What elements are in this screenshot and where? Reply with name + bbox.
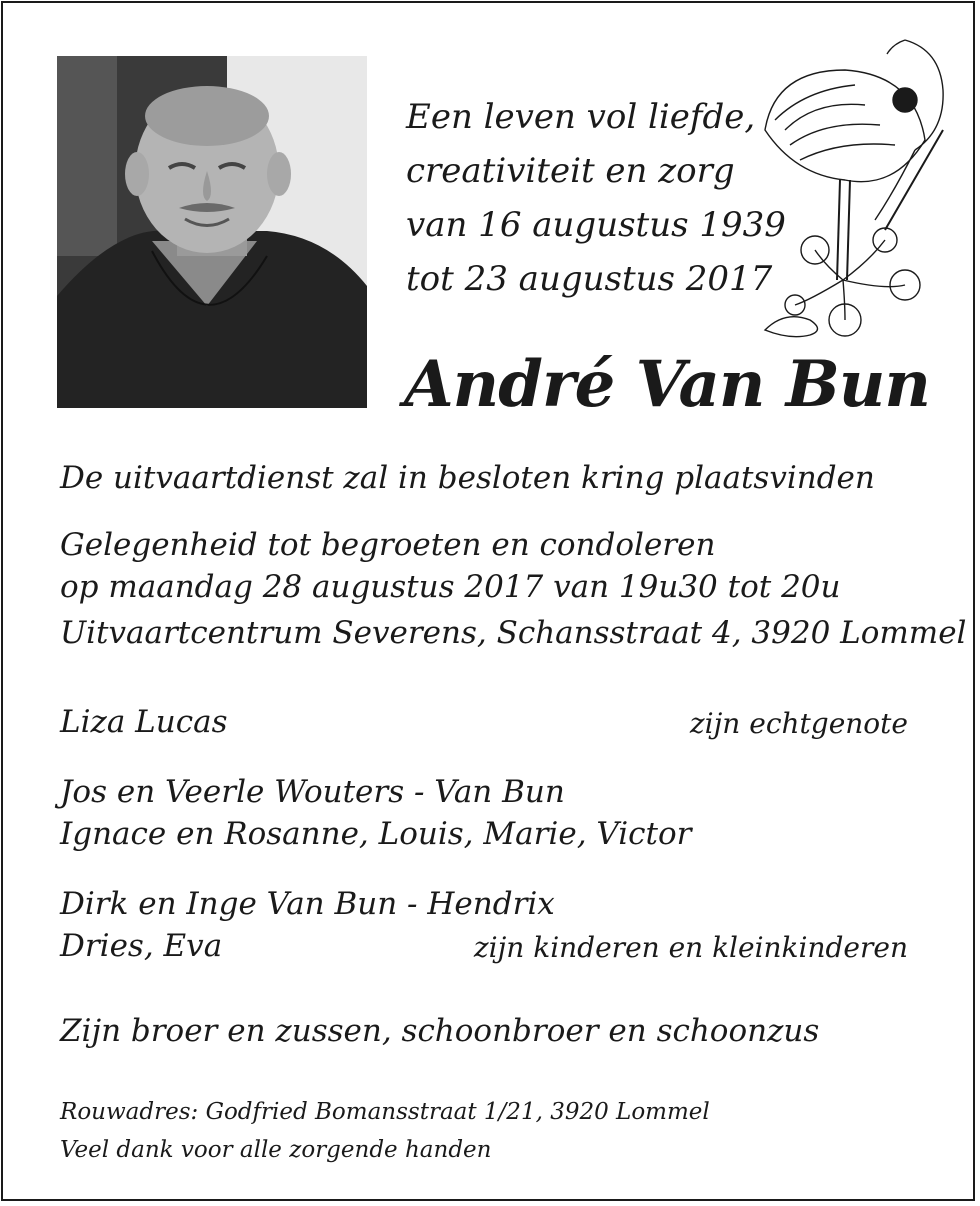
- funeral-notice: De uitvaartdienst zal in besloten kring plaatsvinden: [60, 460, 875, 496]
- verse-line: tot 23 augustus 2017: [406, 259, 773, 299]
- family-line: Ignace en Rosanne, Louis, Marie, Victor: [60, 816, 692, 852]
- memorial-verse: [406, 90, 786, 306]
- visitation-line: Gelegenheid tot begroeten en condoleren: [60, 527, 716, 563]
- visitation-line: op maandag 28 augustus 2017 van 19u30 tot 20u: [60, 569, 841, 605]
- children-relation: zijn kinderen en kleinkinderen: [473, 931, 908, 964]
- thanks-line: Veel dank voor alle zorgende handen: [60, 1137, 492, 1163]
- siblings-line: Zijn broer en zussen, schoonbroer en schoonzus: [60, 1013, 820, 1049]
- portrait-photo: [57, 56, 367, 408]
- family-line: Dries, Eva: [60, 928, 223, 964]
- family-line: Jos en Veerle Wouters - Van Bun: [60, 774, 565, 810]
- family-line: Dirk en Inge Van Bun - Hendrix: [60, 886, 555, 922]
- spouse-relation: zijn echtgenote: [689, 707, 908, 740]
- mourning-address: Rouwadres: Godfried Bomansstraat 1/21, 3920 Lommel: [60, 1099, 710, 1125]
- verse-line: Een leven vol liefde,: [406, 97, 756, 137]
- verse-line: van 16 augustus 1939: [406, 205, 786, 245]
- spouse-name: Liza Lucas: [60, 704, 228, 740]
- visitation-address: Uitvaartcentrum Severens, Schansstraat 4, 3920 Lommel: [60, 615, 967, 651]
- deceased-name: André Van Bun: [404, 347, 930, 422]
- verse-line: creativiteit en zorg: [406, 151, 735, 191]
